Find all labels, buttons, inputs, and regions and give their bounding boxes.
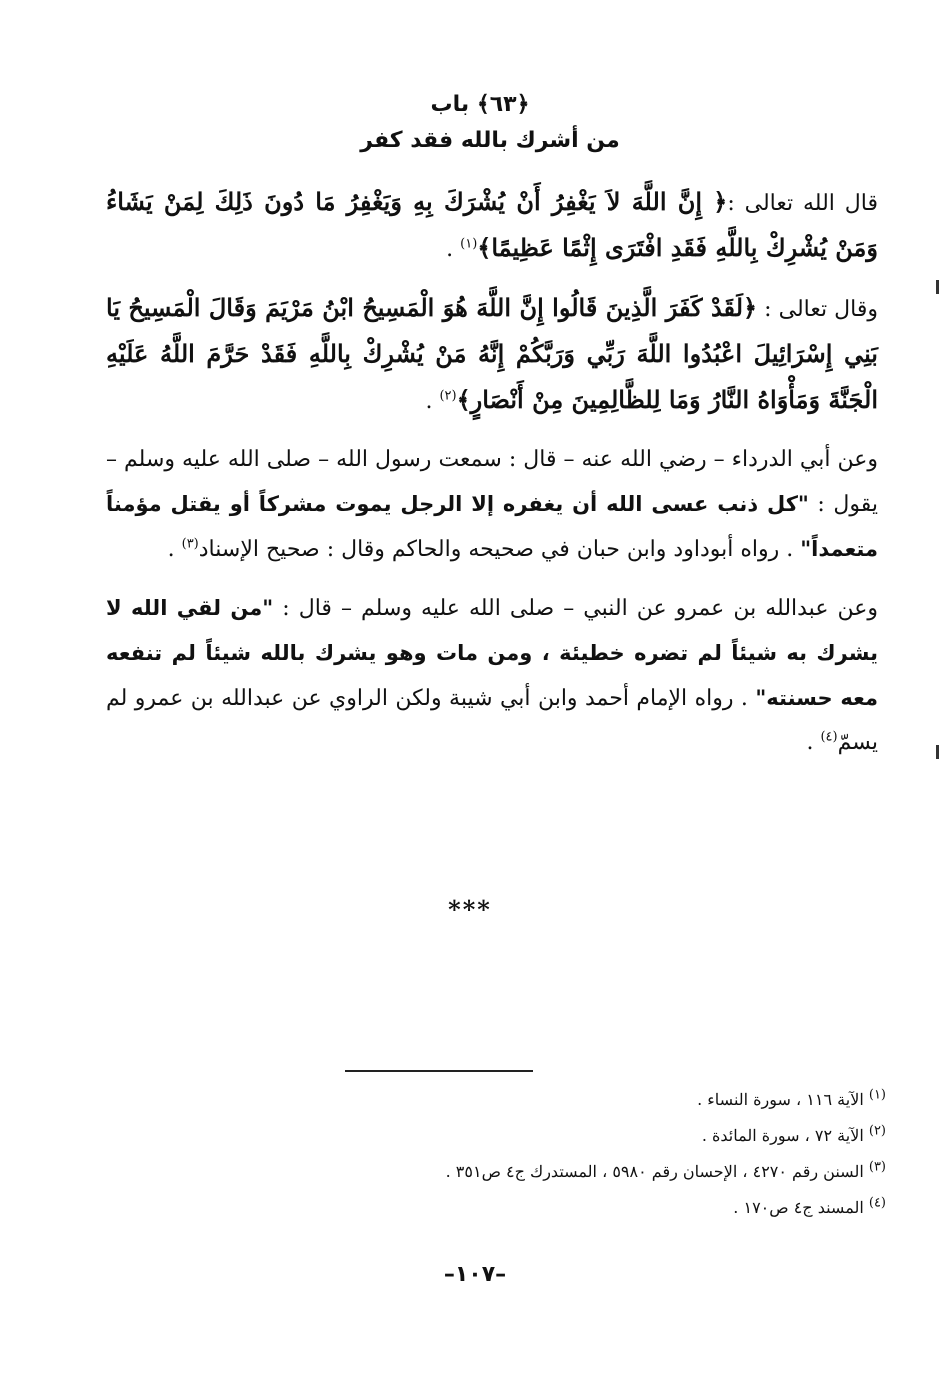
- paragraph-intro: وعن عبدالله بن عمرو عن النبي – صلى الله عليه وسلم – قال :: [273, 596, 878, 621]
- hadith-text: "من لقي الله لا يشرك به شيئاً لم تضره خطيئة ، ومن مات وهو يشرك بالله شيئاً لم تنفعه معه حسنته": [106, 596, 878, 710]
- footnote-ref-1: (١): [460, 236, 478, 252]
- paragraph-verse-1: [106, 180, 878, 272]
- body-text: [106, 180, 878, 779]
- footnote-text: المسند ج٤ ص١٧٠ .: [733, 1198, 864, 1217]
- footnote-text: الآية ٧٢ ، سورة المائدة .: [701, 1126, 864, 1145]
- hadith-text: "كل ذنب عسى الله أن يغفره إلا الرجل يموت مشركاً أو يقتل مؤمناً متعمداً": [106, 492, 878, 561]
- footnote-item: [286, 1082, 886, 1118]
- footnote-text: الآية ١١٦ ، سورة النساء .: [697, 1090, 864, 1109]
- scan-mark: [936, 745, 939, 759]
- footnote-text: السنن رقم ٤٢٧٠ ، الإحسان رقم ٥٩٨٠ ، المستدرك ج٤ ص٣٥١ .: [445, 1162, 864, 1181]
- footnote-mark: (٤): [868, 1195, 886, 1211]
- paragraph-intro: قال الله تعالى :: [727, 191, 878, 216]
- paragraph-source: . رواه الإمام أحمد وابن أبي شيبة ولكن الراوي عن عبدالله بن عمرو لم يسمّ: [106, 686, 878, 755]
- scan-mark: [936, 280, 939, 294]
- paragraph-verse-2: [106, 286, 878, 424]
- footnote-item: [286, 1118, 886, 1154]
- footnote-item: [286, 1190, 886, 1226]
- footnote-ref-2: (٢): [439, 388, 457, 404]
- paragraph-intro: وقال تعالى :: [757, 297, 878, 322]
- section-separator: ***: [448, 895, 492, 924]
- footnotes: [286, 1082, 886, 1226]
- footnote-mark: (٣): [868, 1159, 886, 1175]
- paragraph-hadith-2: [106, 586, 878, 765]
- paragraph-end: .: [446, 237, 461, 262]
- chapter-number: ﴿٦٣﴾ باب: [430, 92, 530, 117]
- page-number: –١٠٧–: [443, 1262, 507, 1287]
- footnote-mark: (١): [868, 1087, 886, 1103]
- paragraph-hadith-1: [106, 438, 878, 572]
- footnote-ref-3: (٣): [181, 536, 199, 552]
- paragraph-end: .: [806, 730, 821, 755]
- paragraph-intro: وعن أبي الدرداء – رضي الله عنه – قال : سمعت رسول الله – صلى الله عليه وسلم – يقول :: [106, 447, 878, 517]
- footnote-mark: (٢): [868, 1123, 886, 1139]
- paragraph-end: .: [167, 537, 182, 562]
- paragraph-end: .: [425, 389, 440, 414]
- paragraph-source: . رواه أبوداود وابن حبان في صحيحه والحاكم وقال : صحيح الإسناد: [198, 537, 801, 562]
- chapter-title: من أشرك بالله فقد كفر: [360, 128, 620, 153]
- footnote-divider: [345, 1070, 533, 1072]
- footnote-ref-4: (٤): [820, 729, 838, 745]
- footnote-item: [286, 1154, 886, 1190]
- quran-verse: ﴿لَقَدْ كَفَرَ الَّذِينَ قَالُوا إِنَّ اللَّهَ هُوَ الْمَسِيحُ ابْنُ مَرْيَمَ وَقَالَ الْمَسِيحُ يَا بَنِي إِسْرَائِيلَ اعْبُدُوا اللَّهَ رَبِّي وَرَبَّكُمْ إِنَّهُ مَنْ يُشْرِكْ بِاللَّهِ فَقَدْ حَرَّمَ اللَّهُ عَلَيْهِ الْجَنَّةَ وَمَأْوَاهُ النَّارُ وَمَا لِلظَّالِمِينَ مِنْ أَنْصَارٍ﴾: [106, 293, 878, 414]
- quran-verse: ﴿ إِنَّ اللَّهَ لاَ يَغْفِرُ أَنْ يُشْرَكَ بِهِ وَيَغْفِرُ مَا دُونَ ذَلِكَ لِمَنْ يَشَاءُ وَمَنْ يُشْرِكْ بِاللَّهِ فَقَدِ افْتَرَى إِثْمًا عَظِيمًا﴾: [106, 187, 878, 262]
